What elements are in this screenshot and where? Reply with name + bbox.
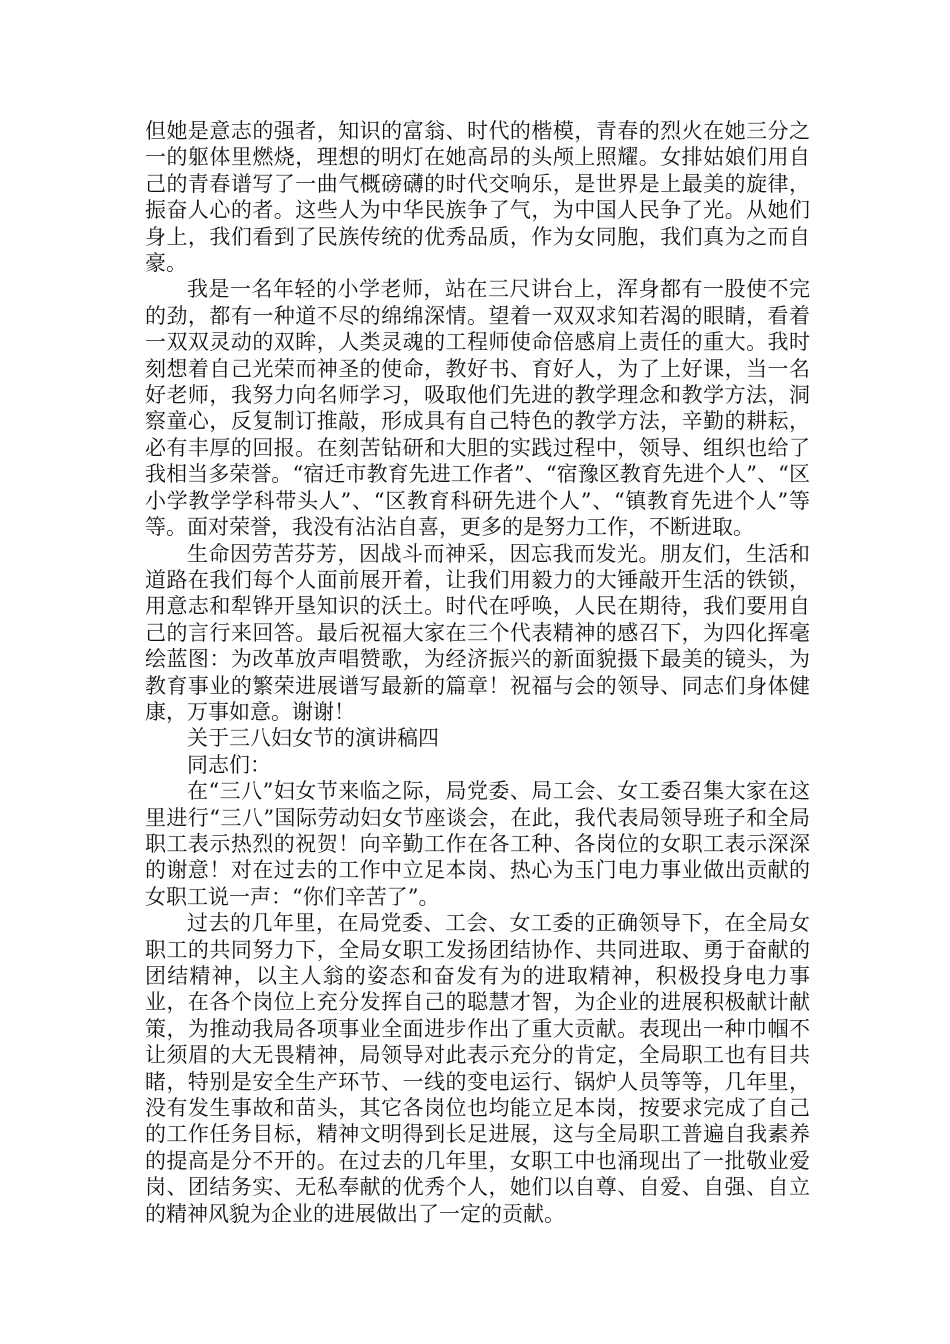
paragraph-1: 但她是意志的强者，知识的富翁、时代的楷模，青春的烈火在她三分之一的躯体里燃烧，理想的明灯在她高昂的头颅上照耀。女排姑娘们用自己的青春谱写了一曲气概磅礴的时代交响乐，是世界是上最美的旋律，振奋人心的者。这些人为中华民族争了气，为中国人民争了光。从她们身上，我们看到了民族传统的优秀品质，作为女同胞，我们真为之而自豪。 <box>145 119 810 276</box>
document-body <box>145 118 810 1227</box>
salutation: 同志们： <box>187 752 271 777</box>
paragraph-5: 过去的几年里，在局党委、工会、女工委的正确领导下，在全局女职工的共同努力下，全局女职工发扬团结协作、共同进取、勇于奋献的团结精神，以主人翁的姿态和奋发有为的进取精神，积极投身电力事业，在各个岗位上充分发挥自己的聪慧才智，为企业的进展积极献计献策，为推动我局各项事业全面进步作出了重大贡献。表现出一种巾帼不让须眉的大无畏精神，局领导对此表示充分的肯定，全局职工也有目共睹，特别是安全生产环节、一线的变电运行、锅炉人员等等，几年里，没有发生事故和苗头，其它各岗位也均能立足本岗，按要求完成了自己的工作任务目标，精神文明得到长足进展，这与全局职工普遍自我素养的提高是分不开的。在过去的几年里，女职工中也涌现出了一批敬业爱岗、团结务实、无私奉献的优秀个人，她们以自尊、自爱、自强、自立的精神风貌为企业的进展做出了一定的贡献。 <box>145 911 810 1226</box>
paragraph-3: 生命因劳苦芬芳，因战斗而神采，因忘我而发光。朋友们，生活和道路在我们每个人面前展开着，让我们用毅力的大锤敲开生活的铁锁，用意志和犁铧开垦知识的沃土。时代在呼唤，人民在期待，我们要用自己的言行来回答。最后祝福大家在三个代表精神的感召下，为四化挥毫绘蓝图：为改革放声唱赞歌，为经济振兴的新面貌摄下最美的镜头，为教育事业的繁荣进展谱写最新的篇章！祝福与会的领导、同志们身体健康，万事如意。谢谢！ <box>145 541 810 724</box>
paragraph-2: 我是一名年轻的小学老师，站在三尺讲台上，浑身都有一股使不完的劲，都有一种道不尽的绵绵深情。望着一双双求知若渴的眼睛，看着一双双灵动的双眸，人类灵魂的工程师使命倍感肩上责任的重大。我时刻想着自己光荣而神圣的使命，教好书、育好人，为了上好课，当一名好老师，我努力向名师学习，吸取他们先进的教学理念和教学方法，洞察童心，反复制订推敲，形成具有自己特色的教学方法，辛勤的耕耘，必有丰厚的回报。在刻苦钻研和大胆的实践过程中，领导、组织也给了我相当多荣誉。“宿迁市教育先进工作者”、“宿豫区教育先进个人”、“区小学教学学科带头人”、“区教育科研先进个人”、“镇教育先进个人”等等。面对荣誉，我没有沾沾自喜，更多的是努力工作，不断进取。 <box>145 277 810 540</box>
paragraph-4: 在“三八”妇女节来临之际，局党委、局工会、女工委召集大家在这里进行“三八”国际劳动妇女节座谈会，在此，我代表局领导班子和全局职工表示热烈的祝贺！向辛勤工作在各工种、各岗位的女职工表示深深的谢意！对在过去的工作中立足本岗、热心为玉门电力事业做出贡献的女职工说一声：“你们辛苦了”。 <box>145 779 810 909</box>
section-title: 关于三八妇女节的演讲稿四 <box>187 726 439 751</box>
